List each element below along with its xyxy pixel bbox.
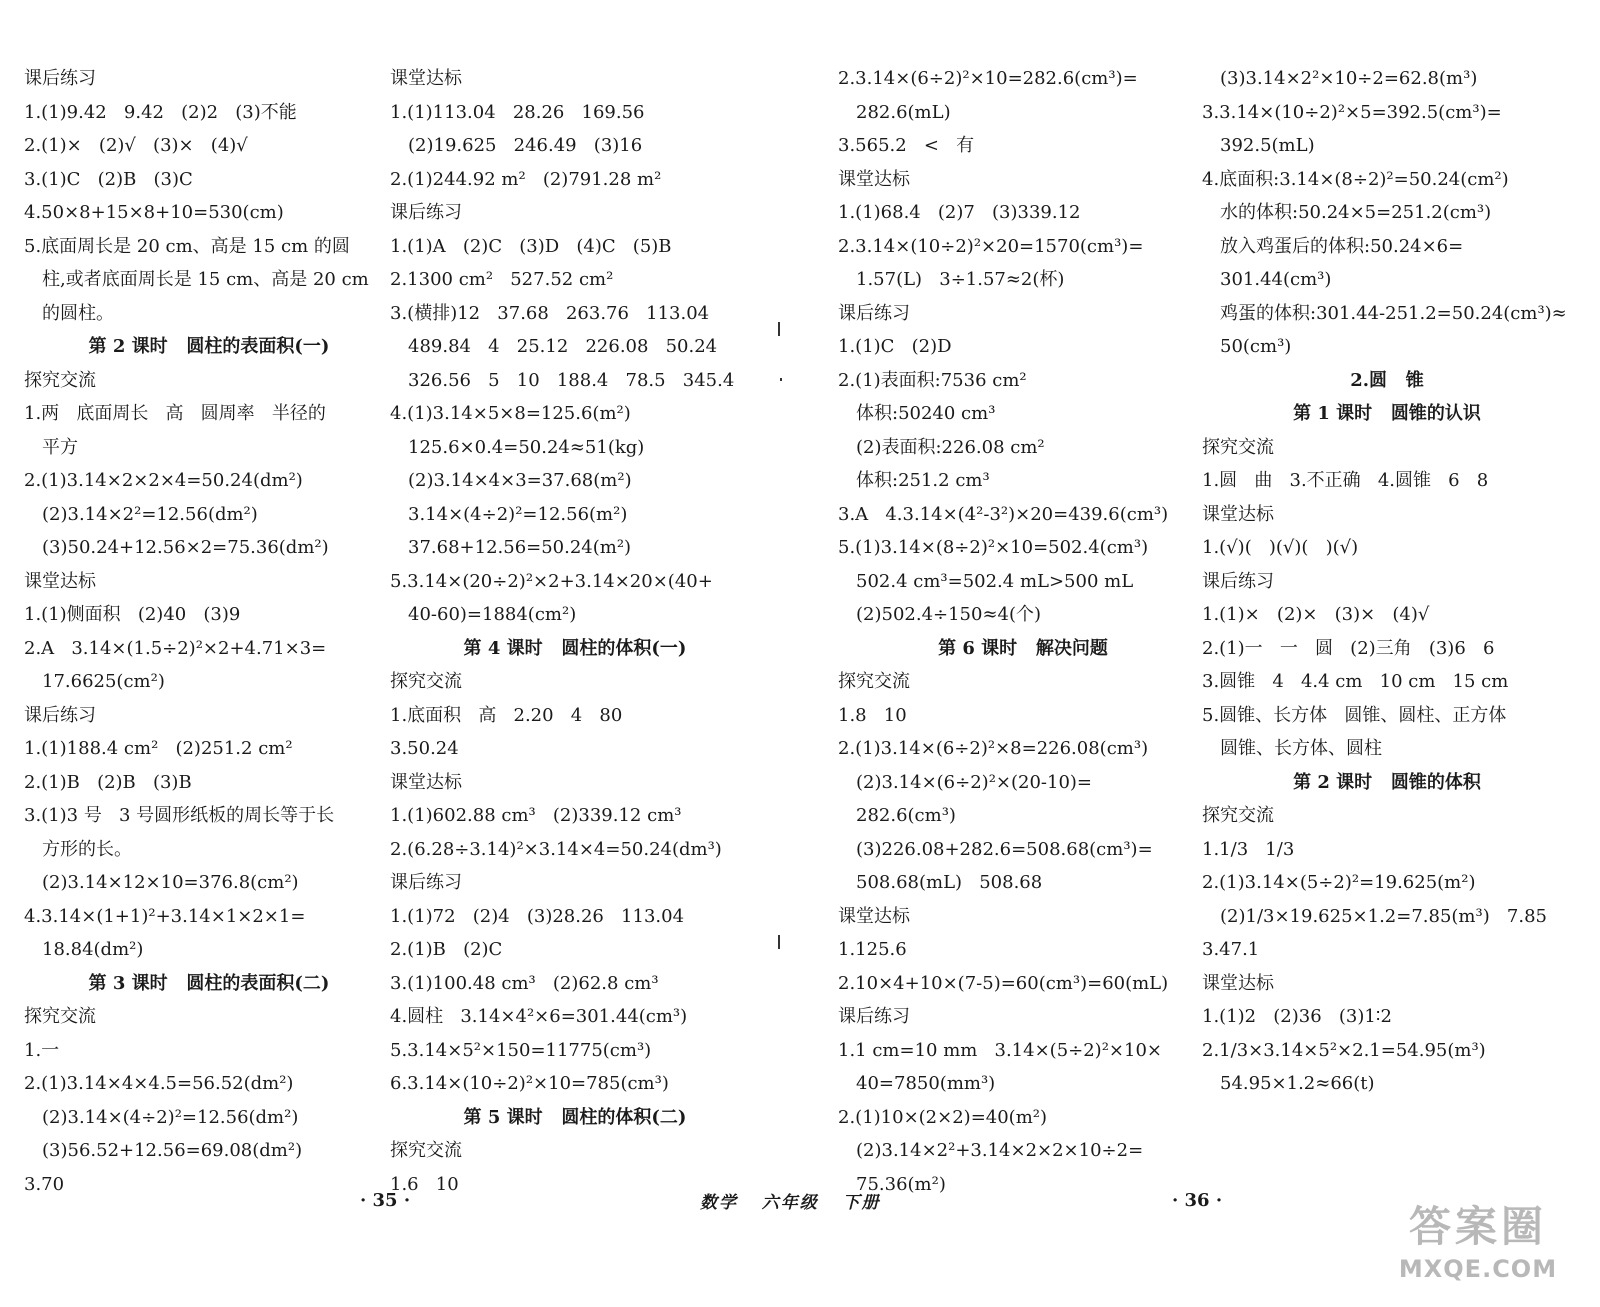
answer-line: 体积:251.2 cm³ [856,470,990,491]
section-label: 课后练习 [24,704,96,726]
answer-line: 282.6(mL) [856,101,951,123]
answer-line: 125.6×0.4=50.24≈51(kg) [408,436,645,458]
section-label: 探究交流 [1202,436,1274,458]
answer-line: 1.(1)188.4 cm² (2)251.2 cm² [24,738,293,759]
answer-line: 3.565.2 < 有 [838,135,975,156]
answer-line: 2.1300 cm² 527.52 cm² [390,269,614,290]
answer-line: 3.47.1 [1202,939,1260,960]
section-label: 探究交流 [24,1006,96,1027]
section-label: 课堂达标 [24,570,96,592]
answer-line: 40-60)=1884(cm²) [408,604,577,625]
answer-line: (3)3.14×2²×10÷2=62.8(m³) [1220,68,1478,89]
section-label: 课堂达标 [838,168,910,190]
section-label: 探究交流 [838,671,910,692]
answer-line: 5.3.14×5²×150=11775(cm³) [390,1039,652,1061]
answer-line: 1.(1)68.4 (2)7 (3)339.12 [838,202,1081,223]
section-label: 课堂达标 [390,68,462,89]
answer-line: (2)3.14×2²+3.14×2×2×10÷2= [856,1140,1144,1161]
answer-line: 1.(1)C (2)D [838,336,952,357]
answer-line: 2.A 3.14×(1.5÷2)²×2+4.71×3= [24,637,327,659]
answer-line: 1.一 [24,1039,60,1061]
answer-line: 2.(1)一 一 圆 (2)三角 (3)6 6 [1202,637,1495,659]
answer-line: 489.84 4 25.12 226.08 50.24 [408,336,718,357]
answer-line: 体积:50240 cm³ [856,403,996,424]
answer-line: 1.(1)× (2)× (3)× (4)√ [1202,604,1430,625]
answer-line: 18.84(dm²) [42,939,144,960]
answer-line: (2)19.625 246.49 (3)16 [408,135,643,156]
binding-mark [778,935,780,949]
answer-line: 4.50×8+15×8+10=530(cm) [24,202,284,223]
answer-line: 4.(1)3.14×5×8=125.6(m²) [390,403,631,424]
lesson-heading: 第 2 课时 圆锥的体积 [1293,771,1481,793]
answer-line: 平方 [42,436,78,458]
answer-line: (2)3.14×(4÷2)²=12.56(dm²) [42,1106,299,1128]
section-label: 课堂达标 [1202,503,1274,525]
answer-line: 1.57(L) 3÷1.57≈2(杯) [856,269,1065,290]
answer-line: 5.(1)3.14×(8÷2)²×10=502.4(cm³) [838,537,1149,558]
answer-line: 5.3.14×(20÷2)²×2+3.14×20×(40+ [390,570,713,592]
column-4 [1202,62,1572,1101]
answer-line: (3)50.24+12.56×2=75.36(dm²) [42,537,329,558]
lesson-heading: 2.圆 锥 [1350,369,1424,391]
section-label: 课堂达标 [390,771,462,793]
answer-line: 50(cm³) [1220,336,1292,357]
answer-line: 1.底面积 高 2.20 4 80 [390,704,623,726]
watermark-logo: 答案圈 [1408,1202,1547,1251]
answer-line: 3.(1)C (2)B (3)C [24,168,193,190]
answer-line: (3)56.52+12.56=69.08(dm²) [42,1140,303,1161]
lesson-heading: 第 4 课时 圆柱的体积(一) [463,637,687,659]
answer-line: 3.(1)100.48 cm³ (2)62.8 cm³ [390,972,659,994]
answer-line: 3.A 4.3.14×(4²-3²)×20=439.6(cm³) [838,503,1169,525]
answer-line: (2)3.14×12×10=376.8(cm²) [42,872,299,893]
answer-line: 圆锥、长方体、圆柱 [1220,738,1382,759]
answer-line: 1.(1)113.04 28.26 169.56 [390,101,645,123]
answer-line: 4.底面积:3.14×(8÷2)²=50.24(cm²) [1202,168,1509,190]
lesson-heading: 第 6 课时 解决问题 [938,637,1108,659]
answer-line: 2.(1)3.14×(5÷2)²=19.625(m²) [1202,872,1476,893]
answer-line: 1.(√)( )(√)( )(√) [1202,537,1359,558]
section-label: 课后练习 [390,202,462,223]
answer-line: 75.36(m²) [856,1173,946,1195]
answer-line: 37.68+12.56=50.24(m²) [408,537,632,558]
binding-mark [780,378,782,381]
answer-line: 1.125.6 [838,939,907,960]
watermark [1378,1199,1578,1299]
section-label: 课后练习 [390,872,462,893]
answer-line: 3.70 [24,1173,65,1195]
page-number-left: · 35 · [360,1190,411,1211]
answer-line: 1.(1)9.42 9.42 (2)2 (3)不能 [24,101,297,123]
answer-line: 2.(6.28÷3.14)²×3.14×4=50.24(dm³) [390,838,722,860]
page-number-right: · 36 · [1172,1190,1223,1211]
footer-title: 数学 六年级 下册 [700,1193,881,1213]
answer-line: 508.68(mL) 508.68 [856,872,1043,893]
answer-line: 1.(1)A (2)C (3)D (4)C (5)B [390,235,672,257]
section-label: 探究交流 [24,369,96,391]
answer-line: (2)3.14×(6÷2)²×(20-10)= [856,771,1093,793]
answer-line: 502.4 cm³=502.4 mL>500 mL [856,570,1134,592]
column-2 [390,62,760,1201]
lesson-heading: 第 5 课时 圆柱的体积(二) [463,1106,687,1128]
answer-line: (2)3.14×4×3=37.68(m²) [408,470,632,491]
answer-line: (2)1/3×19.625×1.2=7.85(m³) 7.85 [1220,905,1547,927]
answer-line: 4.3.14×(1+1)²+3.14×1×2×1= [24,905,306,927]
column-1 [24,62,394,1201]
answer-line: (3)226.08+282.6=508.68(cm³)= [856,838,1153,860]
answer-line: 3.3.14×(10÷2)²×5=392.5(cm³)= [1202,101,1502,123]
answer-line: 2.3.14×(6÷2)²×10=282.6(cm³)= [838,68,1138,89]
section-label: 课后练习 [838,1006,910,1027]
answer-line: 的圆柱。 [42,302,114,324]
answer-line: 326.56 5 10 188.4 78.5 345.4 [408,369,735,391]
answer-line: 1.1/3 1/3 [1202,838,1295,860]
answer-line: 1.8 10 [838,704,907,726]
answer-line: 2.(1)表面积:7536 cm² [838,369,1027,391]
answer-line: 1.两 底面周长 高 圆周率 半径的 [24,403,326,424]
section-label: 探究交流 [1202,805,1274,826]
binding-mark [778,322,780,336]
answer-line: 3.(横排)12 37.68 263.76 113.04 [390,302,710,324]
answer-line: 1.6 10 [390,1173,459,1195]
answer-line: 3.50.24 [390,738,459,759]
answer-line: 2.(1)10×(2×2)=40(m²) [838,1106,1048,1128]
answer-line: 柱,或者底面周长是 15 cm、高是 20 cm [42,269,369,290]
answer-line: 3.圆锥 4 4.4 cm 10 cm 15 cm [1202,671,1509,692]
section-label: 课堂达标 [1202,972,1274,994]
answer-line: 2.(1)3.14×4×4.5=56.52(dm²) [24,1073,294,1094]
answer-line: 2.3.14×(10÷2)²×20=1570(cm³)= [838,235,1144,257]
answer-line: 6.3.14×(10÷2)²×10=785(cm³) [390,1073,669,1094]
answer-line: 54.95×1.2≈66(t) [1220,1073,1375,1094]
answer-line: 放入鸡蛋后的体积:50.24×6= [1220,235,1464,257]
answer-line: (2)表面积:226.08 cm² [856,436,1045,458]
answer-line: 2.(1)× (2)√ (3)× (4)√ [24,135,248,156]
answer-line: 2.(1)B (2)B (3)B [24,771,192,793]
answer-line: 方形的长。 [42,838,132,860]
lesson-heading: 第 3 课时 圆柱的表面积(二) [88,972,330,994]
answer-line: 1.(1)2 (2)36 (3)1∶2 [1202,1006,1392,1027]
answer-line: 2.(1)B (2)C [390,939,503,960]
answer-line: 2.(1)3.14×2×2×4=50.24(dm²) [24,470,303,491]
lesson-heading: 第 2 课时 圆柱的表面积(一) [88,336,330,357]
section-label: 探究交流 [390,1140,462,1161]
answer-line: 3.(1)3 号 3 号圆形纸板的周长等于长 [24,805,335,826]
answer-line: 2.(1)3.14×(6÷2)²×8=226.08(cm³) [838,738,1149,759]
answer-line: 1.(1)72 (2)4 (3)28.26 113.04 [390,905,685,927]
answer-line: 1.(1)侧面积 (2)40 (3)9 [24,604,241,625]
answer-line: 282.6(cm³) [856,805,956,826]
answer-line: 2.(1)244.92 m² (2)791.28 m² [390,168,662,190]
section-label: 课后练习 [24,68,96,89]
section-label: 课后练习 [838,302,910,324]
answer-line: 40=7850(mm³) [856,1073,996,1094]
answer-line: 3.14×(4÷2)²=12.56(m²) [408,503,628,525]
answer-line: (2)3.14×2²=12.56(dm²) [42,503,258,525]
answer-line: 392.5(mL) [1220,135,1315,156]
column-3 [838,62,1208,1201]
watermark-url: MXQE.COM [1398,1255,1558,1283]
answer-line: 301.44(cm³) [1220,269,1332,290]
answer-line: 2.10×4+10×(7-5)=60(cm³)=60(mL) [838,972,1169,994]
answer-line: (2)502.4÷150≈4(个) [856,604,1042,625]
answer-line: 2.1/3×3.14×5²×2.1=54.95(m³) [1202,1039,1486,1061]
answer-line: 1.1 cm=10 mm 3.14×(5÷2)²×10× [838,1039,1162,1061]
answer-line: 4.圆柱 3.14×4²×6=301.44(cm³) [390,1006,688,1027]
answer-line: 1.(1)602.88 cm³ (2)339.12 cm³ [390,805,682,826]
answer-line: 5.圆锥、长方体 圆锥、圆柱、正方体 [1202,704,1507,726]
lesson-heading: 第 1 课时 圆锥的认识 [1293,403,1481,424]
section-label: 课堂达标 [838,905,910,927]
section-label: 课后练习 [1202,570,1274,592]
answer-line: 水的体积:50.24×5=251.2(cm³) [1220,202,1492,223]
section-label: 探究交流 [390,671,462,692]
answer-line: 17.6625(cm²) [42,671,165,692]
answer-line: 鸡蛋的体积:301.44-251.2=50.24(cm³)≈ [1220,302,1567,324]
answer-line: 1.圆 曲 3.不正确 4.圆锥 6 8 [1202,470,1489,491]
answer-line: 5.底面周长是 20 cm、高是 15 cm 的圆 [24,235,350,257]
